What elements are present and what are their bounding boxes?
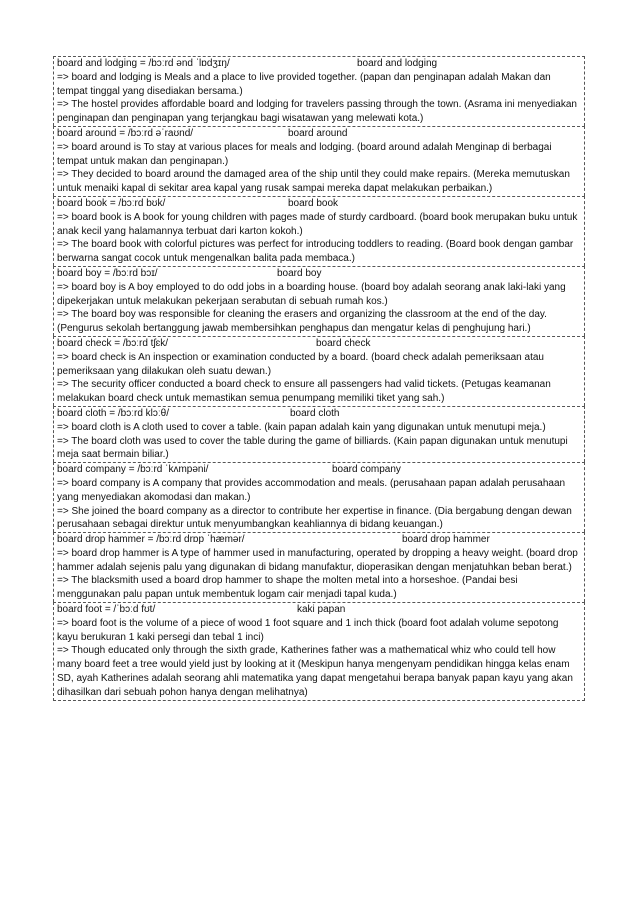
entry-example: => The board boy was responsible for cleaning the erasers and organizing the classroom at the end of the day. (Pengurus sekolah bertanggung jawab membersihkan penghapus dan mengatur kelas di penghujung hari.): [57, 309, 547, 335]
entry-translation: board company: [332, 464, 401, 476]
entry-header: [57, 197, 581, 211]
entry-headword: board around = /bɔːrd əˈraʊnd/: [57, 127, 194, 139]
entry-headword: board and lodging = /bɔːrd ənd ˈlɒdʒɪŋ/: [57, 58, 230, 69]
entry-example: => They decided to board around the damaged area of the ship until they could make repairs. (Mereka memutuskan untuk menaiki kapal di sekitar area kapal yang rusak sampai mereka dapat melakukan perbaikan.): [57, 169, 570, 195]
entry-headword: board foot = /ˈbɔːd fʊt/: [57, 604, 156, 616]
entry-headword: board company = /bɔːrd ˈkʌmpəni/: [57, 464, 209, 476]
dictionary-entry: [53, 532, 585, 602]
entry-example: => The blacksmith used a board drop hammer to shape the molten metal into a horseshoe. (Pandai besi menggunakan palu papan untuk membentuk logam cair menjadi tapal kuda.): [57, 575, 518, 601]
entry-example: => Though educated only through the sixth grade, Katherines father was a mathematical whiz who could tell how many board feet a tree would yield just by looking at it (Meskipun hanya mengenyam pendidikan hingga kelas enam SD, ayah Katherines adalah seorang ahli matematika yang dapat mengetahui berapa banyak papan kayu yang akan dihasilkan dari sebuah pohon hanya dengan melihatnya): [57, 645, 573, 698]
entry-example: => The board cloth was used to cover the table during the game of billiards. (Kain papan digunakan untuk menutupi meja saat bermain biliar.): [57, 435, 568, 461]
entry-definition: => board around is To stay at various places for meals and lodging. (board around adalah Menginap di berbagai tempat untuk makan dan penginapan.): [57, 141, 552, 167]
entry-definition: => board and lodging is Meals and a place to live provided together. (papan dan penginapan adalah Makan dan tempat tinggal yang disediakan bersama.): [57, 71, 551, 97]
dictionary-entry: [53, 56, 585, 126]
entry-header: [57, 267, 581, 281]
entry-definition: => board book is A book for young children with pages made of sturdy cardboard. (board book merupakan buku untuk anak kecil yang halamannya terbuat dari karton kokoh.): [57, 211, 578, 237]
entry-translation: board and lodging: [357, 58, 438, 69]
dictionary-entry: [53, 406, 585, 462]
entry-headword: board drop hammer = /bɔːrd drɒp ˈhæmər/: [57, 534, 245, 546]
entry-translation: board drop hammer: [402, 534, 490, 546]
entry-headword: board book = /bɔːrd bʊk/: [57, 197, 166, 209]
entry-example: => She joined the board company as a director to contribute her expertise in finance. (Dia bergabung dengan dewan perusahaan sebagai direktur untuk menyumbangkan keahliannya di bidang keuangan.): [57, 505, 572, 531]
entry-header: [57, 127, 581, 141]
entry-header: [57, 407, 581, 421]
entry-example: => The board book with colorful pictures was perfect for introducing toddlers to reading. (Board book dengan gambar berwarna sangat cocok untuk mengenalkan balita pada membaca.): [57, 239, 574, 265]
entry-definition: => board company is A company that provides accommodation and meals. (perusahaan papan adalah perusahaan yang menyediakan akomodasi dan makan.): [57, 477, 566, 503]
entry-header: [57, 337, 581, 351]
entry-definition: => board boy is A boy employed to do odd jobs in a boarding house. (board boy adalah seorang anak laki-laki yang dipekerjakan untuk melakukan pekerjaan serabutan di sebuah rumah kos.): [57, 281, 566, 307]
dictionary-page: [53, 56, 585, 701]
entry-headword: board boy = /bɔːrd bɔɪ/: [57, 267, 158, 279]
entry-translation: board check: [316, 337, 371, 349]
entry-headword: board check = /bɔːrd tʃɛk/: [57, 337, 169, 349]
entry-translation: kaki papan: [297, 604, 346, 616]
dictionary-entry: [53, 336, 585, 406]
dictionary-entry: [53, 196, 585, 266]
dictionary-entry: [53, 602, 585, 701]
dictionary-entry: [53, 266, 585, 336]
entry-header: [57, 463, 581, 477]
entry-definition: => board foot is the volume of a piece of wood 1 foot square and 1 inch thick (board foot adalah volume sepotong kayu berukuran 1 kaki persegi dan tebal 1 inci): [57, 617, 559, 643]
dictionary-entry: [53, 126, 585, 196]
entry-translation: board boy: [277, 267, 322, 279]
entry-header: [57, 57, 581, 71]
entry-translation: board book: [288, 197, 339, 209]
entry-definition: => board drop hammer is A type of hammer used in manufacturing, operated by dropping a heavy weight. (board drop hammer adalah sejenis palu yang digunakan di bidang manufaktur, dioperasikan dengan menjatuhkan beban berat.): [57, 547, 578, 573]
entry-example: => The hostel provides affordable board and lodging for travelers passing through the town. (Asrama ini menyediakan penginapan dan penginapan yang terjangkau bagi wisatawan yang melewati kota.): [57, 99, 577, 125]
entry-example: => The security officer conducted a board check to ensure all passengers had valid tickets. (Petugas keamanan melakukan board check untuk memastikan semua penumpang memiliki tiket yang sah.): [57, 379, 551, 405]
entry-translation: board around: [288, 127, 348, 139]
entry-definition: => board check is An inspection or examination conducted by a board. (board check adalah pemeriksaan atau pemeriksaan yang dilakukan oleh suatu dewan.): [57, 351, 544, 377]
entry-definition: => board cloth is A cloth used to cover a table. (kain papan adalah kain yang digunakan untuk menutupi meja.): [57, 421, 546, 433]
entry-headword: board cloth = /bɔːrd klɔːθ/: [57, 407, 170, 419]
entry-header: [57, 533, 581, 547]
dictionary-entry: [53, 462, 585, 532]
entry-translation: board cloth: [290, 407, 340, 419]
entry-header: [57, 603, 581, 617]
